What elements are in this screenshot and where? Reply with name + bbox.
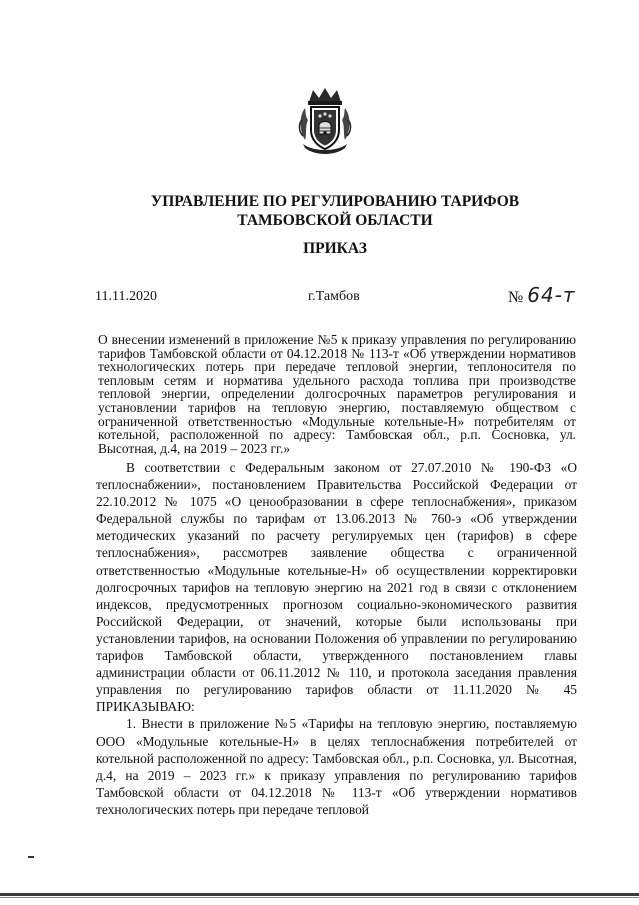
- org-name-line2: ТАМБОВСКОЙ ОБЛАСТИ: [237, 212, 433, 229]
- document-number: [508, 283, 576, 307]
- handwritten-number: 64-т: [527, 283, 576, 307]
- scan-artifact: [28, 856, 34, 858]
- document-date: 11.11.2020: [95, 289, 157, 304]
- organization-name: [100, 192, 570, 230]
- document-type-title: ПРИКАЗ: [303, 240, 367, 257]
- body-paragraph: 1. Внести в приложение №5 «Тарифы на тепловую энергию, поставляемую ООО «Модульные котельные-Н» в целях теплоснабжения потребителей от котельной расположенной по адресу: Тамбовская обл., р.п. Сосновка, ул. Высотная, д.4, на 2019 – 2023 гг.» к приказу управления по регулированию тарифов Тамбовской области от 04.12.2018 № 113-т «Об утверждении нормативов технологических потерь при передаче тепловой: [96, 716, 577, 817]
- document-body: [96, 459, 577, 818]
- number-sign: №: [508, 289, 524, 306]
- scan-edge-line: [0, 897, 639, 898]
- body-paragraph: В соответствии с Федеральным законом от 27.07.2010 № 190-ФЗ «О теплоснабжении», постановлением Правительства Российской Федерации от 22.10.2012 № 1075 «О ценообразовании в сфере теплоснабжения», приказом Федеральной службы по тарифам от 13.06.2013 № 760-э «Об утверждении методических указаний по расчету регулируемых цен (тарифов) в сфере теплоснабжения», рассмотрев заявление общества с ограниченной ответственностью «Модульные котельные-Н» об осуществлении корректировки долгосрочных тарифов на тепловую энергию на 2021 год в связи с отклонением индексов, предусмотренных прогнозом социально-экономического развития Российской Федерации, от значений, которые были использованы при установлении тарифов, на основании Положения об управлении по регулированию тарифов Тамбовской области, утвержденного постановлением главы администрации области от 06.11.2012 № 110, и протокола заседания правления управления по регулированию тарифов области от 11.11.2020 № 45 ПРИКАЗЫВАЮ:: [96, 460, 577, 715]
- document-city: г.Тамбов: [308, 289, 360, 304]
- document-subject: О внесении изменений в приложение №5 к приказу управления по регулированию тарифов Тамбовской области от 04.12.2018 № 113-т «Об утверждении нормативов технологических потерь при передаче тепловой энергии, теплоносителя по тепловым сетям и норматива удельного расхода топлива при производстве тепловой энергии, определении долгосрочных параметров регулирования и установлении тарифов на тепловую энергию, поставляемую обществом с ограниченной ответственностью «Модульные котельные-Н» потребителям от котельной, расположенной по адресу: Тамбовская обл., р.п. Сосновка, ул. Высотная, д.4, на 2019 – 2023 гг.»: [98, 332, 576, 456]
- scan-edge-line: [0, 893, 639, 896]
- tambov-coat-of-arms-icon: [295, 86, 355, 156]
- org-name-line1: УПРАВЛЕНИЕ ПО РЕГУЛИРОВАНИЮ ТАРИФОВ: [150, 193, 520, 210]
